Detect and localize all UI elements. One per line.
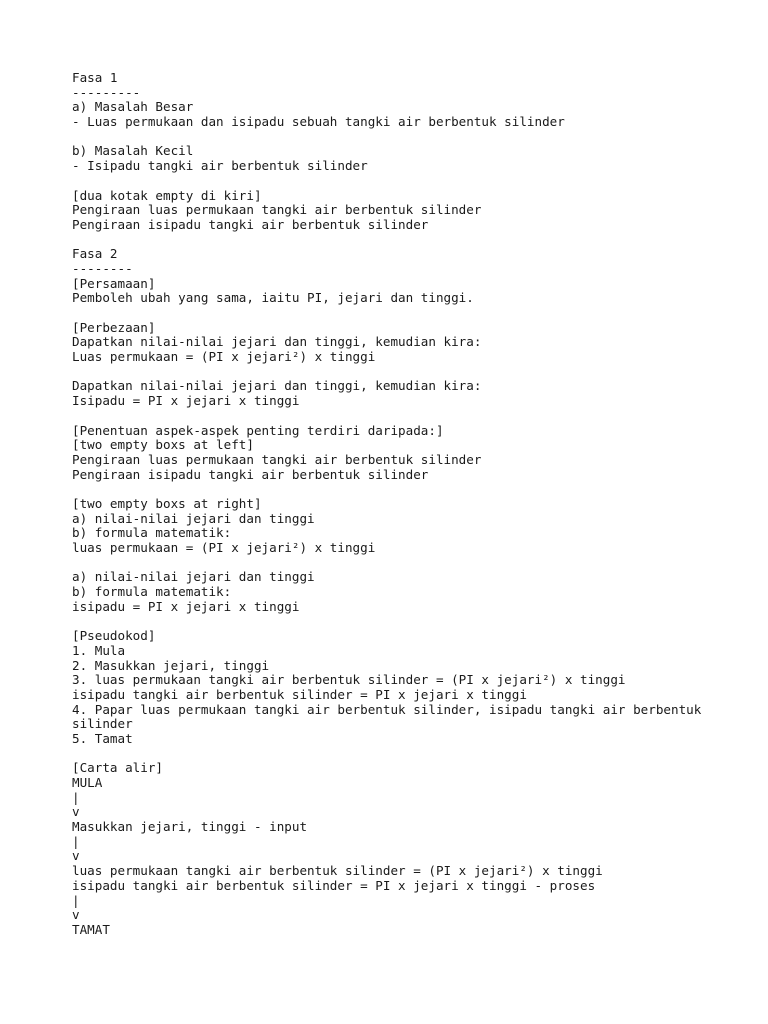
blank-line bbox=[72, 306, 752, 321]
text-line: isipadu = PI x jejari x tinggi bbox=[72, 598, 300, 614]
text-line: v bbox=[72, 804, 80, 820]
text-line: luas permukaan tangki air berbentuk silinder = (PI x jejari²) x tinggi bbox=[72, 863, 603, 879]
text-line: isipadu tangki air berbentuk silinder = PI x jejari x tinggi - proses bbox=[72, 877, 596, 893]
text-line: -------- bbox=[72, 260, 133, 276]
blank-line bbox=[72, 747, 752, 762]
text-line: 5. Tamat bbox=[72, 730, 133, 746]
text-line: b) formula matematik: bbox=[72, 525, 232, 541]
text-line: --------- bbox=[72, 84, 141, 100]
text-line: [two empty boxs at left] bbox=[72, 437, 254, 453]
blank-line bbox=[72, 409, 752, 424]
text-line: 4. Papar luas permukaan tangki air berbentuk silinder, isipadu tangki air berbentuk bbox=[72, 701, 702, 717]
text-line: Fasa 2 bbox=[72, 246, 118, 262]
text-line: | bbox=[72, 892, 80, 908]
blank-line bbox=[72, 556, 752, 571]
text-line: Pemboleh ubah yang sama, iaitu PI, jejari dan tinggi. bbox=[72, 290, 474, 306]
text-line: [Penentuan aspek-aspek penting terdiri daripada:] bbox=[72, 422, 444, 438]
blank-line bbox=[72, 130, 752, 145]
text-line: [Perbezaan] bbox=[72, 319, 156, 335]
text-line: Pengiraan isipadu tangki air berbentuk silinder bbox=[72, 216, 429, 232]
text-line: TAMAT bbox=[72, 921, 110, 937]
text-line: Fasa 1 bbox=[72, 70, 118, 85]
text-line: - Isipadu tangki air berbentuk silinder bbox=[72, 158, 368, 174]
text-line: MULA bbox=[72, 775, 103, 790]
text-line: Pengiraan luas permukaan tangki air berbentuk silinder bbox=[72, 202, 482, 218]
text-line: [Pseudokod] bbox=[72, 628, 156, 644]
text-line: v bbox=[72, 848, 80, 864]
text-line: Pengiraan luas permukaan tangki air berbentuk silinder bbox=[72, 451, 482, 467]
text-line: 1. Mula bbox=[72, 642, 126, 658]
text-line: isipadu tangki air berbentuk silinder = PI x jejari x tinggi bbox=[72, 686, 527, 702]
text-line: Dapatkan nilai-nilai jejari dan tinggi, kemudian kira: bbox=[72, 334, 482, 350]
text-line: b) formula matematik: bbox=[72, 584, 232, 600]
text-line: Masukkan jejari, tinggi - input bbox=[72, 819, 308, 835]
blank-line bbox=[72, 614, 752, 629]
text-line: Dapatkan nilai-nilai jejari dan tinggi, kemudian kira: bbox=[72, 378, 482, 394]
text-line: b) Masalah Kecil bbox=[72, 143, 194, 159]
text-line: silinder bbox=[72, 716, 133, 732]
text-line: luas permukaan = (PI x jejari²) x tinggi bbox=[72, 540, 376, 555]
text-line: a) Masalah Besar bbox=[72, 99, 194, 115]
text-line: [Carta alir] bbox=[72, 760, 163, 776]
text-line: | bbox=[72, 833, 80, 849]
text-line: Luas permukaan = (PI x jejari²) x tinggi bbox=[72, 349, 376, 365]
blank-line bbox=[72, 365, 752, 380]
text-line: [two empty boxs at right] bbox=[72, 495, 262, 511]
text-line: [dua kotak empty di kiri] bbox=[72, 187, 262, 203]
text-line: Pengiraan isipadu tangki air berbentuk silinder bbox=[72, 466, 429, 482]
blank-line bbox=[72, 482, 752, 497]
text-line: [Persamaan] bbox=[72, 275, 156, 291]
blank-line bbox=[72, 233, 752, 248]
text-line: 3. luas permukaan tangki air berbentuk silinder = (PI x jejari²) x tinggi bbox=[72, 672, 626, 688]
text-line: v bbox=[72, 907, 80, 923]
blank-line bbox=[72, 174, 752, 189]
text-line: a) nilai-nilai jejari dan tinggi bbox=[72, 510, 315, 526]
text-line: 2. Masukkan jejari, tinggi bbox=[72, 657, 270, 673]
document-body bbox=[72, 71, 752, 938]
text-line: - Luas permukaan dan isipadu sebuah tangki air berbentuk silinder bbox=[72, 114, 565, 130]
text-line: a) nilai-nilai jejari dan tinggi bbox=[72, 569, 315, 585]
text-line: | bbox=[72, 789, 80, 805]
text-line: Isipadu = PI x jejari x tinggi bbox=[72, 393, 300, 409]
